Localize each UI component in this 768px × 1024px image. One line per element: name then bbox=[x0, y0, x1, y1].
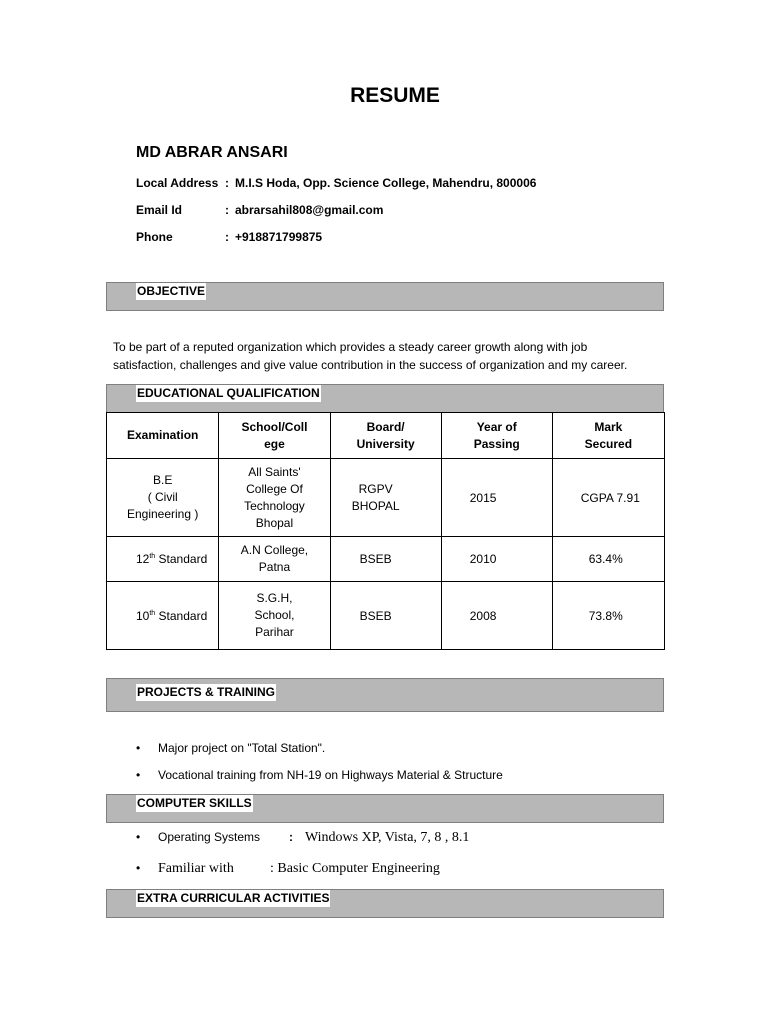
objective-header bbox=[106, 282, 664, 311]
cell-year: 2015 bbox=[441, 459, 552, 537]
familiar-value: : Basic Computer Engineering bbox=[270, 861, 440, 876]
bullet-icon: • bbox=[136, 741, 141, 755]
project-text: Major project on "Total Station". bbox=[158, 741, 326, 755]
education-header-label: EDUCATIONAL QUALIFICATION bbox=[137, 386, 320, 400]
cell-school: A.N College, Patna bbox=[219, 537, 330, 582]
projects-header bbox=[106, 678, 664, 712]
table-row bbox=[107, 582, 665, 650]
email-line: Email Id : abrarsahil808@gmail.com bbox=[136, 203, 384, 217]
education-header bbox=[106, 384, 664, 413]
list-item bbox=[136, 768, 503, 782]
education-table bbox=[106, 412, 665, 650]
os-value: Windows XP, Vista, 7, 8 , 8.1 bbox=[305, 830, 470, 845]
objective-line-2: satisfaction, challenges and give value contribution in the success of organization and my career. bbox=[113, 358, 628, 372]
cell-exam: 10th Standard bbox=[107, 582, 219, 650]
bullet-icon: • bbox=[136, 830, 141, 844]
address-line: Local Address : M.I.S Hoda, Opp. Science College, Mahendru, 800006 bbox=[136, 176, 537, 190]
cell-mark: 73.8% bbox=[552, 582, 664, 650]
cell-year: 2010 bbox=[441, 537, 552, 582]
phone-label: Phone bbox=[136, 230, 173, 244]
projects-header-label: PROJECTS & TRAINING bbox=[137, 685, 276, 699]
resume-title: RESUME bbox=[350, 84, 440, 107]
email-label: Email Id bbox=[136, 203, 183, 217]
email-value: abrarsahil808@gmail.com bbox=[235, 203, 384, 217]
candidate-name: MD ABRAR ANSARI bbox=[136, 144, 288, 161]
phone-value: +918871799875 bbox=[235, 230, 323, 244]
os-colon: : bbox=[289, 830, 293, 844]
table-header-row bbox=[107, 413, 665, 459]
cell-school: All Saints' College Of Technology Bhopal bbox=[219, 459, 330, 537]
list-item bbox=[136, 741, 325, 755]
bullet-icon: • bbox=[136, 768, 141, 782]
objective-line-1: To be part of a reputed organization which provides a steady career growth along with job bbox=[113, 340, 588, 354]
list-item bbox=[136, 830, 469, 846]
bullet-icon: • bbox=[136, 861, 141, 875]
project-text: Vocational training from NH-19 on Highways Material & Structure bbox=[158, 768, 503, 782]
header-school: School/Coll ege bbox=[219, 413, 330, 459]
cell-mark: CGPA 7.91 bbox=[552, 459, 664, 537]
cell-school: S.G.H, School, Parihar bbox=[219, 582, 330, 650]
objective-text bbox=[113, 338, 673, 374]
computer-skills-header-label: COMPUTER SKILLS bbox=[137, 796, 252, 810]
objective-header-label: OBJECTIVE bbox=[137, 284, 206, 298]
cell-exam: B.E ( Civil Engineering ) bbox=[107, 459, 219, 537]
address-label: Local Address bbox=[136, 176, 219, 190]
header-year: Year of Passing bbox=[441, 413, 552, 459]
cell-year: 2008 bbox=[441, 582, 552, 650]
table-row bbox=[107, 537, 665, 582]
list-item bbox=[136, 861, 440, 877]
extra-curricular-header-label: EXTRA CURRICULAR ACTIVITIES bbox=[137, 891, 330, 905]
cell-exam: 12th Standard bbox=[107, 537, 219, 582]
header-examination: Examination bbox=[107, 413, 219, 459]
table-row bbox=[107, 459, 665, 537]
header-mark: Mark Secured bbox=[552, 413, 664, 459]
cell-mark: 63.4% bbox=[552, 537, 664, 582]
phone-line: Phone : +918871799875 bbox=[136, 230, 323, 244]
computer-skills-header bbox=[106, 794, 664, 823]
header-board: Board/ University bbox=[330, 413, 441, 459]
cell-board: BSEB bbox=[330, 537, 441, 582]
cell-board: RGPV BHOPAL bbox=[330, 459, 441, 537]
address-value: M.I.S Hoda, Opp. Science College, Mahendru, 800006 bbox=[235, 176, 537, 190]
cell-board: BSEB bbox=[330, 582, 441, 650]
familiar-label: Familiar with bbox=[158, 861, 234, 876]
extra-curricular-header bbox=[106, 889, 664, 918]
os-label: Operating Systems bbox=[158, 830, 261, 844]
